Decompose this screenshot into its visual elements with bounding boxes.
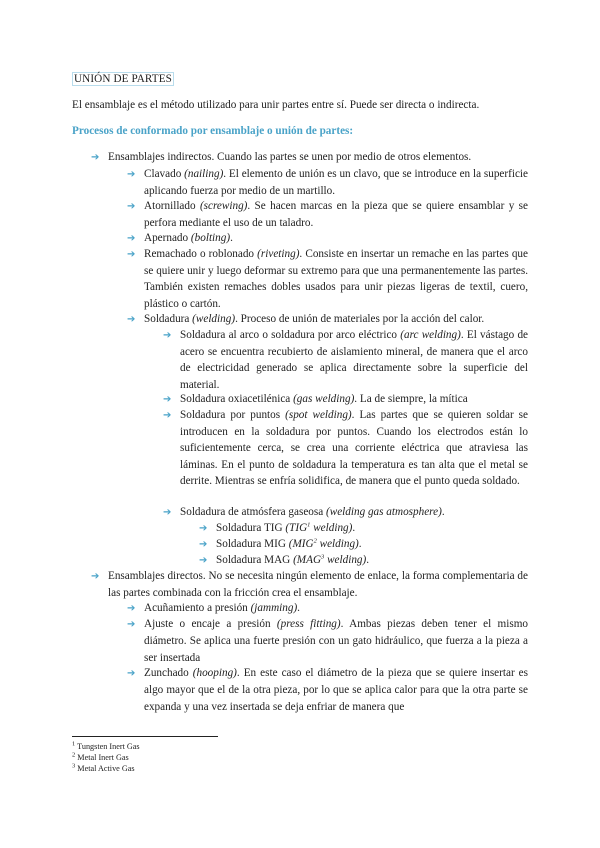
list-item-indirect: Ensamblajes indirectos. Cuando las partes se unen por medio de otros elementos. <box>108 151 472 163</box>
footnote-3: $^3$ Metal Active Gas <box>72 762 135 773</box>
arrow-bullet-icon: ➔ <box>127 169 136 180</box>
arrow-bullet-icon: ➔ <box>91 152 100 163</box>
footnote-separator <box>72 736 218 737</box>
list-item-atmosfera: Soldadura de atmósfera gaseosa (welding gas atmosphere). <box>180 506 445 518</box>
list-item-arco: Soldadura al arco o soldadura por arco eléctrico (arc welding). El vástago de acero se encuentra recubierto de aislamiento mineral, de manera que el arco de electricidad generado se aplica directamente sobre la superficie del material. <box>180 329 529 391</box>
arrow-bullet-icon: ➔ <box>199 523 208 534</box>
list-item-remachado: Remachado o roblonado (riveting). Consiste en insertar un remache en las partes que se quiere unir y luego deformar su extremo para que una permanentemente las partes. También existen remaches dobles usados para unir piezas ligeras de textil, cuero, plástico o cartón. <box>144 248 528 310</box>
arrow-bullet-icon: ➔ <box>199 539 208 550</box>
arrow-bullet-icon: ➔ <box>163 410 172 421</box>
arrow-bullet-icon: ➔ <box>127 603 136 614</box>
intro-paragraph: El ensamblaje es el método utilizado para unir partes entre sí. Puede ser directa o indirecta. <box>72 99 480 111</box>
arrow-bullet-icon: ➔ <box>127 668 136 679</box>
list-item-zunchado: Zunchado (hooping). En este caso el diámetro de la pieza que se quiere insertar es algo mayor que el de la otra pieza, por lo que se aplica calor para que la otra parte se expanda y una vez insertada se deja enfriar de manera que <box>144 667 529 713</box>
list-item-ajuste: Ajuste o encaje a presión (press fitting). Ambas piezas deben tener el mismo diámetro. Se aplica una fuerte presión con un gato hidráulico, que fuerza a la pieza a ser insertada <box>144 618 529 664</box>
list-item-puntos: Soldadura por puntos (spot welding). Las partes que se quieren soldar se introducen en la soldadura por puntos. Cuando los electrodos están lo suficientemente cerca, se crea una corriente eléctrica que atraviesa las láminas. En el punto de soldadura la temperatura es tan alta que el metal se derrite. Mientras se enfría solidifica, de manera que el punto queda soldado. <box>180 409 528 487</box>
footnote-1: $^1$ Tungsten Inert Gas <box>72 740 140 751</box>
list-item-atornillado: Atornillado (screwing). Se hacen marcas en la pieza que se quiere ensamblar y se perfora mediante el uso de un taladro. <box>144 200 528 229</box>
arrow-bullet-icon: ➔ <box>127 233 136 244</box>
list-item-acunamiento: Acuñamiento a presión (jamming). <box>144 602 300 614</box>
arrow-bullet-icon: ➔ <box>127 249 136 260</box>
arrow-bullet-icon: ➔ <box>163 330 172 341</box>
list-item-oxiacetilenica: Soldadura oxiacetilénica (gas welding). La de siempre, la mítica <box>180 393 468 405</box>
list-item-mag: Soldadura MAG (MAG$^3$ welding). <box>216 553 370 566</box>
list-item-mig: Soldadura MIG (MIG$^2$ welding). <box>216 537 362 550</box>
list-item-clavado: Clavado (nailing). El elemento de unión es un clavo, que se introduce en la superficie aplicando fuerza por medio de un martillo. <box>144 168 528 197</box>
arrow-bullet-icon: ➔ <box>127 619 136 630</box>
arrow-bullet-icon: ➔ <box>91 571 100 582</box>
list-item-soldadura: Soldadura (welding). Proceso de unión de materiales por la acción del calor. <box>144 313 485 325</box>
footnote-2: $^2$ Metal Inert Gas <box>72 751 129 762</box>
list-item-tig: Soldadura TIG (TIG$^1$ welding). <box>216 521 356 534</box>
list-item-apernado: Apernado (bolting). <box>144 232 233 244</box>
arrow-bullet-icon: ➔ <box>127 314 136 325</box>
arrow-bullet-icon: ➔ <box>127 201 136 212</box>
arrow-bullet-icon: ➔ <box>163 507 172 518</box>
arrow-bullet-icon: ➔ <box>163 394 172 405</box>
page-title: UNIÓN DE PARTES <box>74 73 173 85</box>
section-heading: Procesos de conformado por ensamblaje o unión de partes: <box>72 125 354 137</box>
list-item-direct: Ensamblajes directos. No se necesita ningún elemento de enlace, la forma complementaria de las partes combinada con la fricción crea el ensamblaje. <box>108 570 528 599</box>
arrow-bullet-icon: ➔ <box>199 555 208 566</box>
